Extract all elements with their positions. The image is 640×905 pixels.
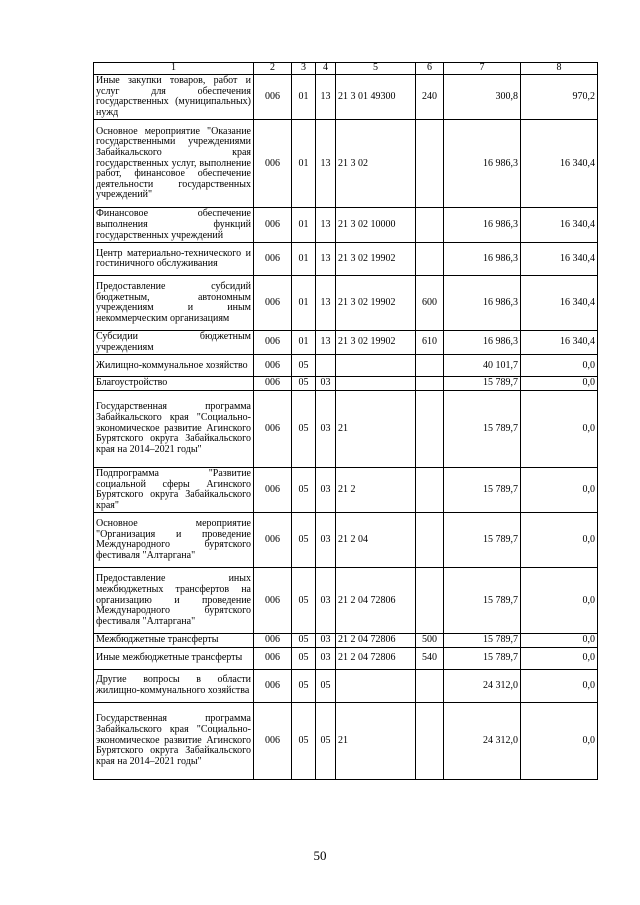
item-name: Жилищно-коммунальное хозяйство [94,355,254,377]
section-code: 01 [292,75,316,120]
section-code: 05 [292,647,316,669]
section-code: 05 [292,568,316,634]
item-name: Другие вопросы в области жилищно-коммунального хозяйства [94,669,254,702]
section-code: 05 [292,702,316,779]
amount-year-2: 16 340,4 [521,276,598,331]
subsection-code: 13 [316,243,336,276]
subsection-code: 13 [316,75,336,120]
expense-type-code [416,243,444,276]
item-name: Межбюджетные трансферты [94,634,254,648]
table-row [94,702,598,779]
target-article-code: 21 [336,390,416,467]
subsection-code: 03 [316,634,336,648]
subsection-code: 03 [316,513,336,568]
table-row [94,390,598,467]
amount-year-2: 16 340,4 [521,208,598,243]
table-row [94,647,598,669]
amount-year-1: 40 101,7 [444,355,521,377]
ministry-code: 006 [254,568,292,634]
ministry-code: 006 [254,243,292,276]
expense-type-code [416,355,444,377]
item-name: Основное мероприятие "Организация и проведение Международного бурятского фестиваля "Алтаргана" [94,513,254,568]
amount-year-1: 15 789,7 [444,467,521,512]
expense-type-code: 600 [416,276,444,331]
section-code: 01 [292,331,316,355]
table-row [94,634,598,648]
subsection-code: 13 [316,120,336,208]
expense-type-code: 610 [416,331,444,355]
column-header: 3 [292,63,316,75]
subsection-code: 13 [316,208,336,243]
table-row [94,276,598,331]
ministry-code: 006 [254,390,292,467]
section-code: 01 [292,243,316,276]
subsection-code: 03 [316,467,336,512]
item-name: Предоставление иных межбюджетных трансфертов на организацию и проведение Международного бурятского фестиваля "Алтаргана" [94,568,254,634]
item-name: Государственная программа Забайкальского края "Социально-экономическое развитие Агинского Бурятского округа Забайкальского края на 2014–2021 годы" [94,702,254,779]
ministry-code: 006 [254,669,292,702]
budget-table [93,62,598,780]
ministry-code: 006 [254,634,292,648]
target-article-code: 21 3 01 49300 [336,75,416,120]
section-code: 01 [292,208,316,243]
expense-type-code [416,120,444,208]
amount-year-2: 16 340,4 [521,331,598,355]
section-code: 05 [292,634,316,648]
expense-type-code: 540 [416,647,444,669]
target-article-code [336,377,416,391]
subsection-code: 03 [316,377,336,391]
table-header-row [94,63,598,75]
amount-year-1: 15 789,7 [444,647,521,669]
target-article-code: 21 3 02 10000 [336,208,416,243]
expense-type-code [416,208,444,243]
target-article-code: 21 2 04 72806 [336,634,416,648]
column-header: 4 [316,63,336,75]
column-header: 6 [416,63,444,75]
target-article-code: 21 [336,702,416,779]
expense-type-code: 240 [416,75,444,120]
amount-year-2: 0,0 [521,467,598,512]
subsection-code: 03 [316,568,336,634]
amount-year-2: 0,0 [521,390,598,467]
subsection-code: 05 [316,669,336,702]
amount-year-1: 15 789,7 [444,513,521,568]
table-row [94,120,598,208]
target-article-code: 21 3 02 19902 [336,331,416,355]
target-article-code: 21 2 04 [336,513,416,568]
expense-type-code [416,467,444,512]
amount-year-2: 16 340,4 [521,120,598,208]
table-row [94,331,598,355]
expense-type-code [416,568,444,634]
subsection-code: 13 [316,276,336,331]
column-header: 8 [521,63,598,75]
amount-year-1: 16 986,3 [444,208,521,243]
amount-year-2: 0,0 [521,568,598,634]
subsection-code: 03 [316,390,336,467]
column-header: 1 [94,63,254,75]
table-row [94,669,598,702]
amount-year-1: 24 312,0 [444,669,521,702]
ministry-code: 006 [254,513,292,568]
section-code: 01 [292,276,316,331]
section-code: 05 [292,467,316,512]
expense-type-code: 500 [416,634,444,648]
expense-type-code [416,702,444,779]
amount-year-2: 0,0 [521,355,598,377]
amount-year-1: 16 986,3 [444,276,521,331]
amount-year-1: 300,8 [444,75,521,120]
item-name: Субсидии бюджетным учреждениям [94,331,254,355]
ministry-code: 006 [254,467,292,512]
item-name: Подпрограмма "Развитие социальной сферы Агинского Бурятского округа Забайкальского края" [94,467,254,512]
page-number: 50 [313,848,327,863]
item-name: Финансовое обеспечение выполнения функций государственных учреждений [94,208,254,243]
expense-type-code [416,669,444,702]
ministry-code: 006 [254,75,292,120]
amount-year-1: 15 789,7 [444,377,521,391]
item-name: Основное мероприятие "Оказание государственными учреждениями Забайкальского края государственных услуг, выполнение работ, финансовое обеспечение деятельности государственных учреждений" [94,120,254,208]
table-body [94,75,598,780]
amount-year-2: 0,0 [521,702,598,779]
target-article-code [336,669,416,702]
subsection-code: 03 [316,647,336,669]
amount-year-1: 24 312,0 [444,702,521,779]
table-row [94,208,598,243]
amount-year-2: 970,2 [521,75,598,120]
amount-year-2: 0,0 [521,669,598,702]
ministry-code: 006 [254,355,292,377]
target-article-code: 21 3 02 19902 [336,243,416,276]
target-article-code: 21 2 04 72806 [336,568,416,634]
item-name: Предоставление субсидий бюджетным, автономным учреждениям и иным некоммерческим организациям [94,276,254,331]
section-code: 05 [292,390,316,467]
amount-year-1: 15 789,7 [444,634,521,648]
item-name: Иные закупки товаров, работ и услуг для обеспечения государственных (муниципальных) нужд [94,75,254,120]
amount-year-1: 15 789,7 [444,390,521,467]
table-header [94,63,598,75]
amount-year-2: 0,0 [521,647,598,669]
section-code: 01 [292,120,316,208]
column-header: 5 [336,63,416,75]
target-article-code: 21 3 02 19902 [336,276,416,331]
ministry-code: 006 [254,276,292,331]
table-row [94,568,598,634]
expense-type-code [416,513,444,568]
amount-year-1: 16 986,3 [444,243,521,276]
amount-year-2: 0,0 [521,513,598,568]
subsection-code: 13 [316,331,336,355]
column-header: 2 [254,63,292,75]
table-row [94,513,598,568]
ministry-code: 006 [254,377,292,391]
amount-year-1: 15 789,7 [444,568,521,634]
item-name: Государственная программа Забайкальского края "Социально-экономическое развитие Агинского Бурятского округа Забайкальского края на 2014–2021 годы" [94,390,254,467]
amount-year-2: 0,0 [521,634,598,648]
ministry-code: 006 [254,208,292,243]
subsection-code: 05 [316,702,336,779]
item-name: Центр материально-технического и гостиничного обслуживания [94,243,254,276]
ministry-code: 006 [254,120,292,208]
subsection-code [316,355,336,377]
amount-year-1: 16 986,3 [444,331,521,355]
amount-year-2: 16 340,4 [521,243,598,276]
amount-year-2: 0,0 [521,377,598,391]
section-code: 05 [292,355,316,377]
table-row [94,355,598,377]
ministry-code: 006 [254,647,292,669]
expense-type-code [416,390,444,467]
table-row [94,377,598,391]
target-article-code: 21 2 [336,467,416,512]
table-row [94,243,598,276]
ministry-code: 006 [254,331,292,355]
item-name: Иные межбюджетные трансферты [94,647,254,669]
section-code: 05 [292,513,316,568]
ministry-code: 006 [254,702,292,779]
table-row [94,75,598,120]
section-code: 05 [292,669,316,702]
target-article-code: 21 3 02 [336,120,416,208]
item-name: Благоустройство [94,377,254,391]
target-article-code [336,355,416,377]
section-code: 05 [292,377,316,391]
column-header: 7 [444,63,521,75]
target-article-code: 21 2 04 72806 [336,647,416,669]
expense-type-code [416,377,444,391]
amount-year-1: 16 986,3 [444,120,521,208]
table-row [94,467,598,512]
